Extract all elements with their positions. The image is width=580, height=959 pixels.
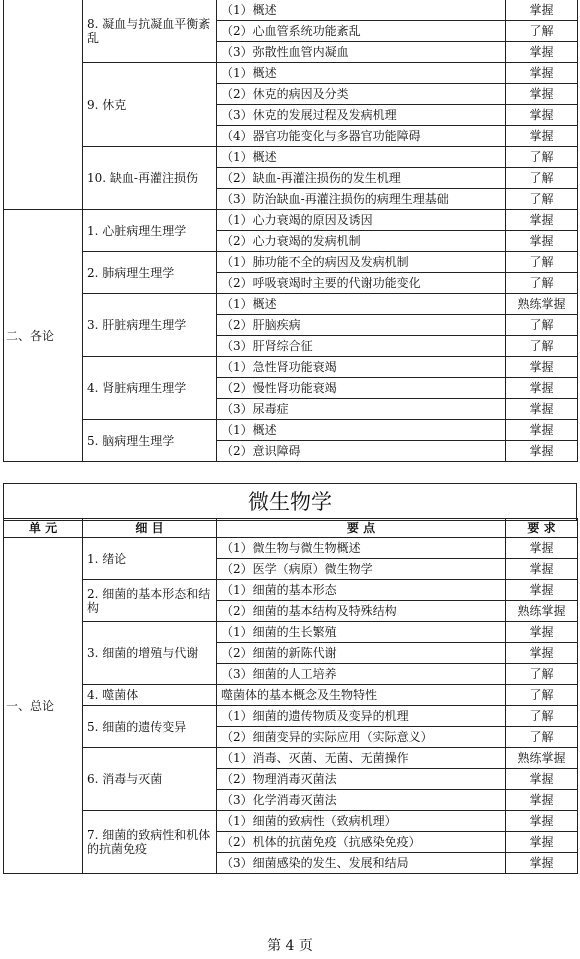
point-cell: （2）缺血-再灌注损伤的发生机理 — [217, 168, 506, 189]
table-row — [4, 580, 578, 601]
requirement-cell: 了解 — [506, 664, 578, 685]
point-cell: （2）休克的病因及分类 — [217, 84, 506, 105]
requirement-cell: 了解 — [506, 336, 578, 357]
requirement-cell: 掌握 — [506, 441, 578, 462]
point-cell: （1）细菌的遗传物质及变异的机理 — [217, 706, 506, 727]
requirement-cell: 掌握 — [506, 357, 578, 378]
requirement-cell: 了解 — [506, 273, 578, 294]
point-cell: （2）心力衰竭的发病机制 — [217, 231, 506, 252]
requirement-cell: 了解 — [506, 727, 578, 748]
requirement-cell: 掌握 — [506, 231, 578, 252]
unit-cell: 二、各论 — [4, 210, 83, 462]
point-cell: （2）慢性肾功能衰竭 — [217, 378, 506, 399]
point-cell: （1）心力衰竭的原因及诱因 — [217, 210, 506, 231]
table-microbiology — [3, 518, 578, 874]
point-cell: （3）防治缺血-再灌注损伤的病理生理基础 — [217, 189, 506, 210]
point-cell: （1）细菌的生长繁殖 — [217, 622, 506, 643]
requirement-cell: 掌握 — [506, 105, 578, 126]
unit-cell: 一、总论 — [4, 538, 83, 874]
topic-cell: 6. 消毒与灭菌 — [83, 748, 217, 811]
point-cell: （1）概述 — [217, 294, 506, 315]
requirement-cell: 了解 — [506, 706, 578, 727]
requirement-cell: 掌握 — [506, 42, 578, 63]
point-cell: （3）细菌的人工培养 — [217, 664, 506, 685]
point-cell: （2）医学（病原）微生物学 — [217, 559, 506, 580]
topic-cell: 5. 细菌的遗传变异 — [83, 706, 217, 748]
requirement-cell: 掌握 — [506, 210, 578, 231]
point-cell: （1）肺功能不全的病因及发病机制 — [217, 252, 506, 273]
point-cell: （1）急性肾功能衰竭 — [217, 357, 506, 378]
topic-cell: 10. 缺血-再灌注损伤 — [83, 147, 217, 210]
point-cell: （4）器官功能变化与多器官功能障碍 — [217, 126, 506, 147]
requirement-cell: 掌握 — [506, 622, 578, 643]
requirement-cell: 了解 — [506, 315, 578, 336]
topic-cell: 1. 心脏病理生理学 — [83, 210, 217, 252]
requirement-cell: 掌握 — [506, 853, 578, 874]
requirement-cell: 掌握 — [506, 378, 578, 399]
requirement-cell: 了解 — [506, 189, 578, 210]
table-row — [4, 252, 578, 273]
requirement-cell: 了解 — [506, 147, 578, 168]
table-row — [4, 538, 578, 559]
requirement-cell: 了解 — [506, 168, 578, 189]
table-row — [4, 0, 578, 21]
point-cell: （2）意识障碍 — [217, 441, 506, 462]
table-row — [4, 748, 578, 769]
point-cell: （3）肝肾综合征 — [217, 336, 506, 357]
table-row — [4, 294, 578, 315]
point-cell: （2）物理消毒灭菌法 — [217, 769, 506, 790]
requirement-cell: 掌握 — [506, 790, 578, 811]
table-row — [4, 357, 578, 378]
point-cell: （1）概述 — [217, 420, 506, 441]
requirement-cell: 掌握 — [506, 538, 578, 559]
requirement-cell: 掌握 — [506, 84, 578, 105]
requirement-cell: 掌握 — [506, 559, 578, 580]
point-cell: （3）细菌感染的发生、发展和结局 — [217, 853, 506, 874]
requirement-cell: 了解 — [506, 252, 578, 273]
topic-cell: 2. 细菌的基本形态和结构 — [83, 580, 217, 622]
point-cell: （2）细菌变异的实际应用（实际意义） — [217, 727, 506, 748]
topic-cell: 7. 细菌的致病性和机体的抗菌免疫 — [83, 811, 217, 874]
topic-cell: 8. 凝血与抗凝血平衡紊乱 — [83, 0, 217, 63]
page-number: 第 4 页 — [267, 938, 313, 954]
requirement-cell: 掌握 — [506, 811, 578, 832]
table-header-row — [4, 519, 578, 538]
point-cell: （2）肝脑疾病 — [217, 315, 506, 336]
section-title: 微生物学 — [3, 483, 577, 521]
table-row — [4, 210, 578, 231]
point-cell: （1）概述 — [217, 0, 506, 21]
header-points: 要 点 — [217, 519, 506, 538]
header-unit: 单 元 — [4, 519, 83, 538]
point-cell: （2）细菌的基本结构及特殊结构 — [217, 601, 506, 622]
topic-cell: 5. 脑病理生理学 — [83, 420, 217, 462]
requirement-cell: 了解 — [506, 21, 578, 42]
requirement-cell: 掌握 — [506, 420, 578, 441]
header-requirement: 要 求 — [506, 519, 578, 538]
requirement-cell: 了解 — [506, 685, 578, 706]
table-row — [4, 685, 578, 706]
point-cell: （2）机体的抗菌免疫（抗感染免疫） — [217, 832, 506, 853]
requirement-cell: 掌握 — [506, 643, 578, 664]
requirement-cell: 熟练掌握 — [506, 748, 578, 769]
requirement-cell: 掌握 — [506, 126, 578, 147]
requirement-cell: 掌握 — [506, 0, 578, 21]
table-row — [4, 420, 578, 441]
table-row — [4, 811, 578, 832]
point-cell: （3）休克的发展过程及发病机理 — [217, 105, 506, 126]
point-cell: （3）弥散性血管内凝血 — [217, 42, 506, 63]
topic-cell: 2. 肺病理生理学 — [83, 252, 217, 294]
point-cell: （3）尿毒症 — [217, 399, 506, 420]
topic-cell: 1. 绪论 — [83, 538, 217, 580]
requirement-cell: 掌握 — [506, 832, 578, 853]
topic-cell: 4. 肾脏病理生理学 — [83, 357, 217, 420]
requirement-cell: 掌握 — [506, 769, 578, 790]
point-cell: （1）消毒、灭菌、无菌、无菌操作 — [217, 748, 506, 769]
point-cell: （1）概述 — [217, 147, 506, 168]
topic-cell: 4. 噬菌体 — [83, 685, 217, 706]
unit-cell — [4, 0, 83, 210]
table-row — [4, 706, 578, 727]
requirement-cell: 掌握 — [506, 399, 578, 420]
point-cell: （1）细菌的致病性（致病机理） — [217, 811, 506, 832]
table-row — [4, 622, 578, 643]
requirement-cell: 熟练掌握 — [506, 601, 578, 622]
point-cell: （1）微生物与微生物概述 — [217, 538, 506, 559]
topic-cell: 3. 细菌的增殖与代谢 — [83, 622, 217, 685]
table-pathophysiology — [3, 0, 578, 462]
requirement-cell: 掌握 — [506, 580, 578, 601]
point-cell: （2）细菌的新陈代谢 — [217, 643, 506, 664]
requirement-cell: 掌握 — [506, 63, 578, 84]
point-cell: 噬菌体的基本概念及生物特性 — [217, 685, 506, 706]
table-row — [4, 63, 578, 84]
topic-cell: 3. 肝脏病理生理学 — [83, 294, 217, 357]
topic-cell: 9. 休克 — [83, 63, 217, 147]
requirement-cell: 熟练掌握 — [506, 294, 578, 315]
point-cell: （2）心血管系统功能紊乱 — [217, 21, 506, 42]
point-cell: （3）化学消毒灭菌法 — [217, 790, 506, 811]
point-cell: （1）概述 — [217, 63, 506, 84]
table-row — [4, 147, 578, 168]
point-cell: （2）呼吸衰竭时主要的代谢功能变化 — [217, 273, 506, 294]
point-cell: （1）细菌的基本形态 — [217, 580, 506, 601]
header-topic: 细 目 — [83, 519, 217, 538]
